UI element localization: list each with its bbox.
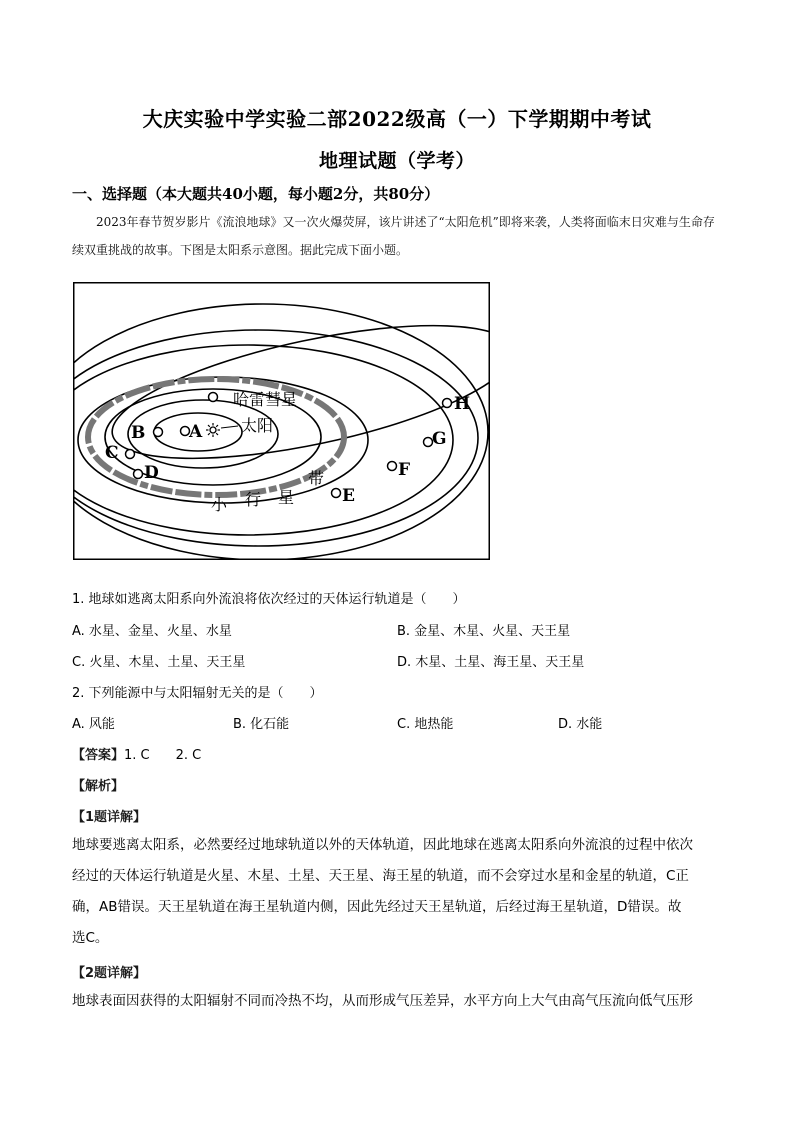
q2-detail-line: 地球表面因获得的太阳辐射不同而冷热不均，从而形成气压差异，水平方向上大气由高气压流向低气压形	[72, 993, 693, 1009]
question-2-option-d: D. 水能	[558, 717, 603, 732]
planet-h-label: H	[454, 394, 471, 414]
intro-paragraph: 2023年春节贺岁影片《流浪地球》又一次火爆荧屏，该片讲述了“太阳危机”即将来袭，人类将面临末日灾难与生命存续双重挑战的故事。下图是太阳系示意图。据此完成下面小题。	[72, 215, 715, 257]
question-2-option-b: B. 化石能	[233, 717, 290, 732]
planet-b-label: B	[131, 423, 146, 443]
sun-label: 太阳	[241, 416, 274, 435]
question-2-stem: 2. 下列能源中与太阳辐射无关的是（ ）	[72, 686, 323, 701]
answer-row	[72, 744, 201, 763]
belt-char-2: 行	[245, 490, 262, 509]
q1-detail-line: 地球要逃离太阳系，必然要经过地球轨道以外的天体轨道，因此地球在逃离太阳系向外流浪的过程中依次	[72, 837, 693, 853]
planet-c-marker	[126, 450, 135, 459]
question-2-option-c: C. 地热能	[397, 717, 454, 732]
sun-icon	[206, 423, 220, 437]
q1-detail-line: 确，AB错误。天王星轨道在海王星轨道内侧，因此先经过天王星轨道，后经过海王星轨道，D错误。故	[72, 899, 682, 915]
planet-e-label: E	[342, 486, 355, 506]
planet-d-label: D	[144, 463, 159, 483]
answer-value: 1. C 2. C	[124, 748, 202, 763]
question-1-option-c: C. 火星、木星、土星、天王星	[72, 655, 246, 670]
analysis-label: 【解析】	[72, 779, 125, 794]
q1-detail-line: 选C。	[72, 930, 109, 946]
planet-f-marker	[388, 462, 397, 471]
q1-detail-label: 【1题详解】	[72, 810, 147, 825]
belt-char-1: 小	[211, 495, 228, 514]
q2-detail-body	[72, 986, 724, 1017]
exam-subtitle: 地理试题（学考）	[318, 150, 475, 172]
question-1-option-d: D. 木星、土星、海王星、天王星	[397, 655, 585, 670]
question-1-stem: 1. 地球如逃离太阳系向外流浪将依次经过的天体运行轨道是（ ）	[72, 592, 466, 607]
question-1-option-a: A. 水星、金星、火星、水星	[72, 624, 232, 639]
planet-f-label: F	[398, 460, 411, 480]
planet-g-label: G	[432, 429, 447, 449]
section-heading: 一、选择题（本大题共40小题，每小题2分，共80分）	[72, 185, 440, 203]
planet-e-marker	[332, 489, 341, 498]
planet-a-label: A	[189, 422, 203, 442]
answer-label: 【答案】	[72, 748, 125, 763]
comet-label: 哈雷彗星	[233, 390, 298, 409]
question-2-option-a: A. 风能	[72, 717, 115, 732]
planet-h-marker	[443, 399, 452, 408]
question-1-option-b: B. 金星、木星、火星、天王星	[397, 624, 571, 639]
exam-title: 大庆实验中学实验二部2022级高（一）下学期期中考试	[142, 107, 652, 131]
q1-detail-body	[72, 830, 724, 954]
q1-detail-line: 经过的天体运行轨道是火星、木星、土星、天王星、海王星的轨道，而不会穿过水星和金星的轨道，C正	[72, 868, 689, 884]
solar-system-diagram	[73, 282, 490, 560]
q2-detail-label: 【2题详解】	[72, 966, 147, 981]
planet-d-marker	[134, 470, 143, 479]
planet-b-marker	[154, 428, 163, 437]
comet-marker	[209, 393, 218, 402]
planet-c-label: C	[105, 443, 119, 463]
belt-char-4: 带	[308, 469, 325, 488]
belt-char-3: 星	[278, 488, 295, 507]
